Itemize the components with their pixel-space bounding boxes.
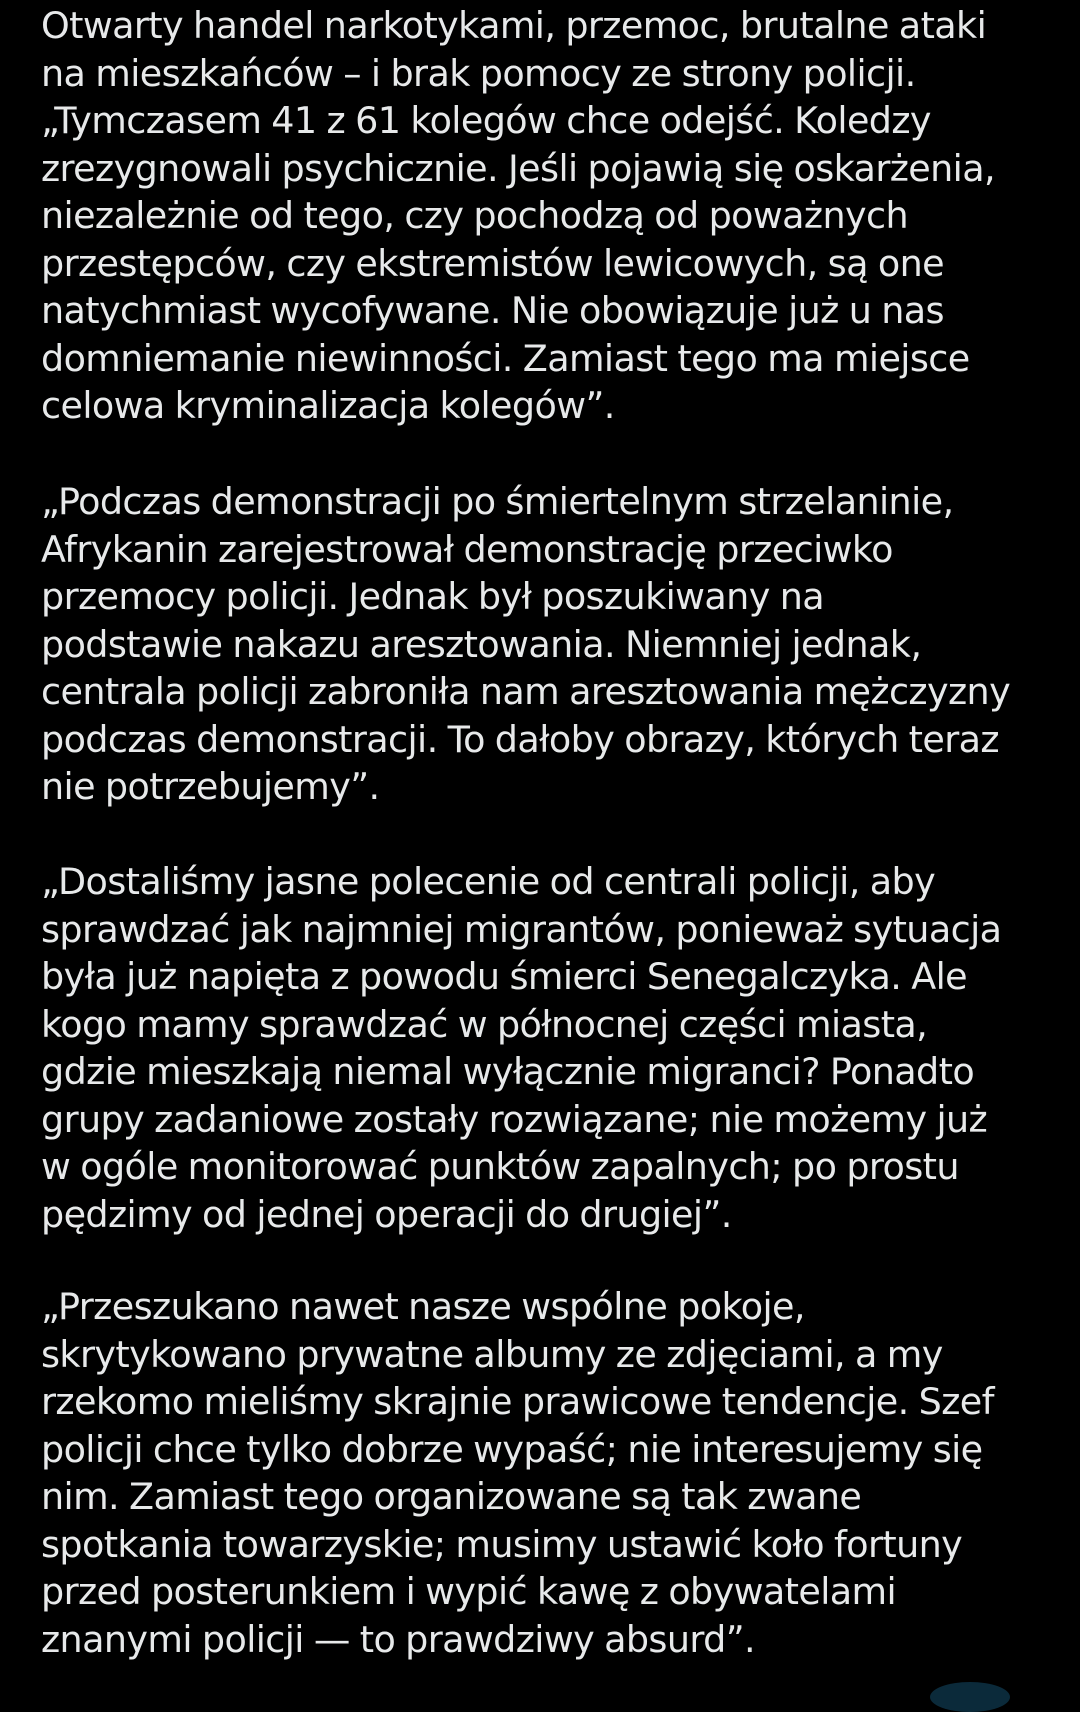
text-line: grupy zadaniowe zostały rozwiązane; nie możemy już: [41, 1097, 988, 1141]
text-line: znanymi policji — to prawdziwy absurd”.: [41, 1617, 756, 1661]
paragraph-2: [41, 478, 1010, 811]
text-line: pędzimy od jednej operacji do drugiej”.: [41, 1192, 732, 1236]
partial-floating-button[interactable]: [930, 1682, 1010, 1712]
text-line: sprawdzać jak najmniej migrantów, ponieważ sytuacja: [41, 907, 1002, 951]
text-line: na mieszkańców – i brak pomocy ze strony policji.: [41, 51, 916, 95]
text-line: kogo mamy sprawdzać w północnej części miasta,: [41, 1002, 928, 1046]
text-line: „Tymczasem 41 z 61 kolegów chce odejść. Koledzy: [41, 99, 931, 142]
text-line: centrala policji zabroniła nam aresztowania mężczyzny: [41, 670, 1011, 713]
text-line: nim. Zamiast tego organizowane są tak zwane: [41, 1475, 862, 1518]
text-line: Afrykanin zarejestrował demonstrację przeciwko: [41, 527, 893, 571]
text-line: podczas demonstracji. To dałoby obrazy, których teraz: [41, 717, 999, 761]
text-line: była już napięta z powodu śmierci Senegalczyka. Ale: [41, 955, 967, 998]
paragraph-3: [41, 858, 1001, 1238]
text-line: rzekomo mieliśmy skrajnie prawicowe tendencje. Szef: [41, 1380, 994, 1423]
paragraph-1: [41, 2, 995, 430]
text-line: gdzie mieszkają niemal wyłącznie migranci? Ponadto: [41, 1050, 975, 1093]
text-line: podstawie nakazu aresztowania. Niemniej jednak,: [41, 622, 922, 666]
text-line: przed posterunkiem i wypić kawę z obywatelami: [41, 1570, 897, 1613]
text-line: niezależnie od tego, czy pochodzą od poważnych: [41, 194, 908, 237]
text-line: w ogóle monitorować punktów zapalnych; po prostu: [41, 1145, 959, 1188]
text-line: nie potrzebujemy”.: [41, 765, 380, 808]
text-line: celowa kryminalizacja kolegów”.: [41, 384, 615, 427]
text-line: spotkania towarzyskie; musimy ustawić koło fortuny: [41, 1522, 963, 1566]
text-line: policji chce tylko dobrze wypaść; nie interesujemy się: [41, 1427, 983, 1471]
text-line: skrytykowano prywatne albumy ze zdjęciami, a my: [41, 1332, 943, 1376]
text-line: „Podczas demonstracji po śmiertelnym strzelaninie,: [41, 480, 954, 523]
text-line: Otwarty handel narkotykami, przemoc, brutalne ataki: [41, 4, 987, 47]
text-line: natychmiast wycofywane. Nie obowiązuje już u nas: [41, 289, 944, 332]
text-line: „Przeszukano nawet nasze wspólne pokoje,: [41, 1285, 805, 1328]
text-line: domniemanie niewinności. Zamiast tego ma miejsce: [41, 336, 970, 380]
text-line: przestępców, czy ekstremistów lewicowych, są one: [41, 241, 944, 285]
paragraph-4: [41, 1283, 994, 1663]
text-line: zrezygnowali psychicznie. Jeśli pojawią się oskarżenia,: [41, 146, 995, 190]
text-line: „Dostaliśmy jasne polecenie od centrali policji, aby: [41, 860, 936, 903]
text-line: przemocy policji. Jednak był poszukiwany na: [41, 575, 825, 618]
